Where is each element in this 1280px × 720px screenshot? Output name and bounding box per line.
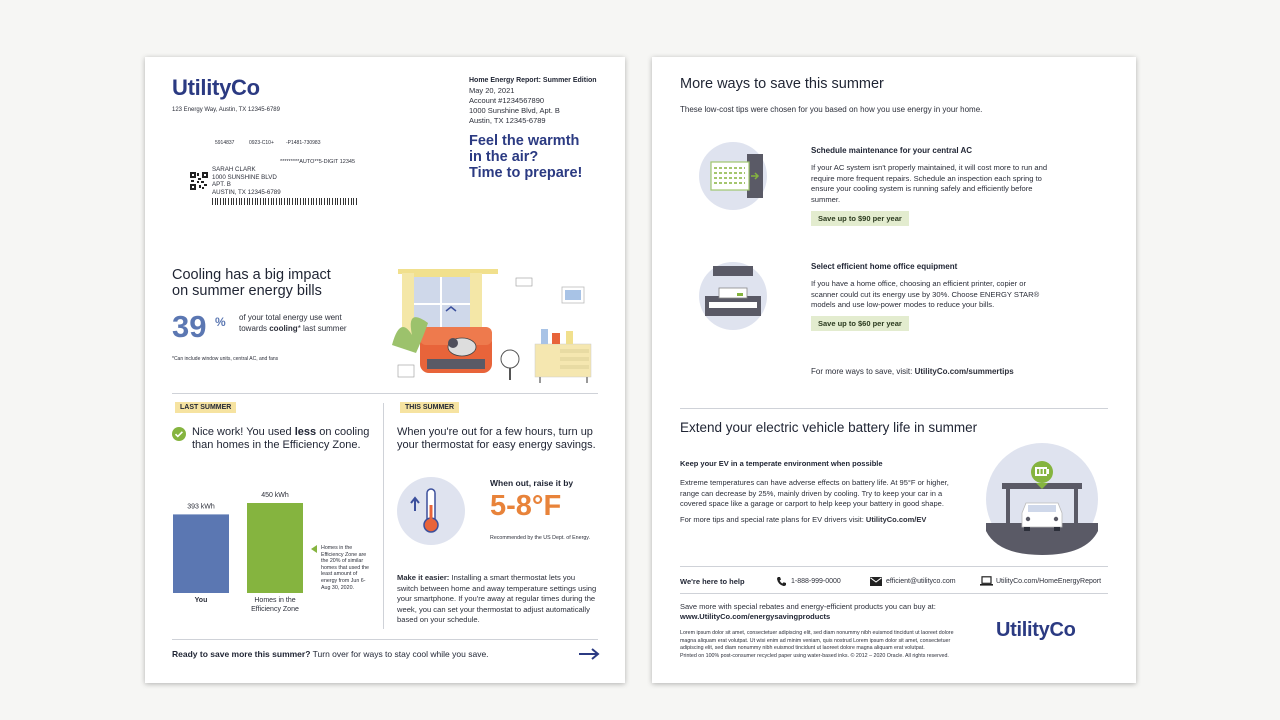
note-line: Aug 30, 2020. <box>321 584 354 591</box>
raise-label: When out, raise it by <box>490 478 574 488</box>
this-summer-message <box>397 426 596 452</box>
message-line: than homes in the Efficiency Zone. <box>192 439 361 451</box>
percent-value: 39 <box>172 309 207 344</box>
utilityco-logo: UtilityCo <box>172 75 260 100</box>
recipient-line: 1000 SUNSHINE BLVD <box>212 173 277 181</box>
checkmark-icon <box>172 427 186 441</box>
legal-line: magna aliquam erat volutpat. Ut wisi enim ad minim veniam, quis nostrud Lorem ipsum dolor sit amet, consectetuer <box>680 637 951 644</box>
legal-line: Printed on 100% post-consumer recycled paper using water-based inks. © 2012 – 2020 Oracle. All rights reserved. <box>680 652 949 659</box>
arrow-right-icon[interactable] <box>578 648 600 660</box>
percent-sign: % <box>215 315 226 329</box>
mail-code-3: -P1481-730983 <box>286 140 321 146</box>
recipient-address <box>212 166 281 196</box>
body-line: If you have a home office, choosing an efficient printer, copier or <box>811 279 1027 288</box>
this-summer-tag: THIS SUMMER <box>400 402 459 413</box>
tip2-title: Select efficient home office equipment <box>811 262 958 271</box>
report-details <box>469 86 560 126</box>
bar-0 <box>173 514 229 593</box>
body-line: covered space like a garage or carport to help keep your battery in good shape. <box>680 499 944 508</box>
section-divider <box>172 393 598 394</box>
utilityco-logo-footer: UtilityCo <box>996 619 1076 641</box>
body-line: range can decrease by 25%, mainly driven by cooling. Try to keep your car in a <box>680 488 943 498</box>
bar-value-label: 393 kWh <box>187 503 215 511</box>
bar-1 <box>247 503 303 593</box>
footnote: *Can include window units, central AC, and fans <box>172 356 279 362</box>
body-line: scanner could cut its energy use by 30%. Choose ENERGY STAR® <box>811 289 1040 299</box>
message-line <box>192 426 369 439</box>
body-line: require more frequent repairs. Schedule an inspection each spring to <box>811 173 1042 183</box>
easier-line: based on your schedule. <box>397 615 480 624</box>
body-line: If your AC system isn't properly maintained, it will cost more to run and <box>811 163 1048 172</box>
easier-line: week, you can set your thermostat to adjust automatically <box>397 604 590 614</box>
service-city: Austin, TX 12345-6789 <box>469 116 546 125</box>
message-line: When you're out for a few hours, turn up <box>397 426 593 438</box>
text-span: For more ways to save, visit: <box>811 367 915 376</box>
rebate-line: Save more with special rebates and energy-efficient products you can buy at: <box>680 602 936 611</box>
summertips-link[interactable]: UtilityCo.com/summertips <box>914 367 1014 376</box>
body-line: ensure your cooling system is running safely and efficiently before <box>811 184 1033 193</box>
return-address: 123 Energy Way, Austin, TX 12345-6789 <box>172 107 280 113</box>
note-line: Efficiency Zone are <box>321 551 367 558</box>
section-divider <box>680 408 1108 409</box>
tip2-body <box>811 279 1039 311</box>
postal-barcode <box>212 198 358 205</box>
recipient-line: AUSTIN, TX 12345-6789 <box>212 188 281 196</box>
mail-code-1: 5914837 <box>215 140 235 146</box>
ac-unit-icon <box>699 142 767 210</box>
tip2-savings: Save up to $60 per year <box>811 316 909 331</box>
tip1-body <box>811 163 1047 205</box>
text-bold: cooling <box>269 324 298 333</box>
easier-line <box>397 573 596 584</box>
text-span: on cooling <box>316 426 370 438</box>
percent-line-1: of your total energy use went <box>239 313 342 322</box>
report-date: May 20, 2021 <box>469 86 515 95</box>
headline-line: Time to prepare! <box>469 165 583 181</box>
mail-presort: *********AUTO**5-DIGIT 12345 <box>280 159 356 165</box>
category-label: Homes in the <box>254 597 296 604</box>
make-it-easier <box>397 573 596 626</box>
ev-title: Extend your electric vehicle battery life in summer <box>680 420 978 435</box>
text-span: Nice work! You used <box>192 426 295 438</box>
footer-callout <box>172 649 489 659</box>
headline <box>469 133 582 181</box>
heading-line: Cooling has a big impact <box>172 267 331 283</box>
phone-icon <box>776 576 787 587</box>
headline-line: in the air? <box>469 149 539 165</box>
body-line: models and use low-power modes to reduce your bills. <box>811 300 995 309</box>
text-bold: Make it easier: <box>397 573 450 582</box>
raise-value: 5-8°F <box>490 490 562 522</box>
email-icon <box>870 577 882 586</box>
cooling-heading <box>172 267 331 299</box>
last-summer-tag: LAST SUMMER <box>175 402 236 413</box>
note-line: homes that used the <box>321 564 369 571</box>
note-line: energy from Jun 6- <box>321 577 366 584</box>
text-span: towards <box>239 324 270 333</box>
laptop-icon <box>980 576 993 586</box>
message-line: your thermostat for easy energy savings. <box>397 439 596 451</box>
category-label: You <box>194 597 208 604</box>
ev-subtitle: Keep your EV in a temperate environment when possible <box>680 459 883 468</box>
website[interactable]: UtilityCo.com/HomeEnergyReport <box>996 578 1102 585</box>
headline-line: Feel the warmth <box>469 133 580 149</box>
more-tips <box>811 367 1014 378</box>
mail-code-2: 0923-C10+ <box>249 140 274 146</box>
contact-top-divider <box>680 566 1108 567</box>
rebate-link[interactable]: www.UtilityCo.com/energysavingproducts <box>680 612 831 621</box>
printer-icon <box>699 262 767 330</box>
service-address: 1000 Sunshine Blvd, Apt. B <box>469 106 560 115</box>
last-summer-message <box>192 426 369 452</box>
ev-body <box>680 478 949 510</box>
note-line: least amount of <box>321 571 358 578</box>
recipient-line: SARAH CLARK <box>212 166 256 173</box>
ev-garage-icon <box>986 443 1098 555</box>
category-label: Efficiency Zone <box>251 606 299 613</box>
column-divider <box>383 403 384 629</box>
legal-line: Lorem ipsum dolor sit amet, consectetuer adipiscing elit, sed diam nonummy nibh euismod tincidunt ut laoreet dolore <box>680 630 954 636</box>
legal-line: adipiscing elit, sed diam nonummy nibh euismod tincidunt ut laoreet dolore magna aliquam erat volutpat. <box>680 645 925 651</box>
footer-divider <box>172 639 598 640</box>
phone-number[interactable]: 1-888-999-0000 <box>791 578 841 585</box>
text-bold: Ready to save more this summer? <box>172 649 311 659</box>
note-line: Homes in the <box>321 545 353 551</box>
note-line: the 20% of similar <box>321 558 364 565</box>
living-room-illustration <box>382 263 604 385</box>
text-span: Turn over for ways to stay cool while you save. <box>310 649 489 659</box>
account-number: Account #1234567890 <box>469 96 545 105</box>
report-title: Home Energy Report: Summer Edition <box>469 77 597 84</box>
easier-line: switch between home and away temperature settings using <box>397 583 597 593</box>
easier-line: your smartphone. If you're away at regular times during the <box>397 594 596 603</box>
report-page-back <box>652 57 1136 683</box>
text-span: Installing a smart thermostat lets you <box>449 573 576 582</box>
body-line: summer. <box>811 194 841 204</box>
tip1-title: Schedule maintenance for your central AC <box>811 146 973 155</box>
recipient-line: APT. B <box>212 181 231 189</box>
contact-bottom-divider <box>680 593 1108 594</box>
qr-code-icon <box>190 172 208 190</box>
doe-recommendation: Recommended by the US Dept. of Energy. <box>490 535 591 541</box>
pointer-arrow-icon <box>311 545 317 553</box>
body-line: Extreme temperatures can have adverse effects on battery life. At 95°F or higher, <box>680 478 949 487</box>
legal-text <box>680 630 954 660</box>
bar-value-label: 450 kWh <box>261 492 289 499</box>
text-bold: less <box>294 426 317 438</box>
ev-more <box>680 515 926 526</box>
heading-line: on summer energy bills <box>172 283 322 299</box>
text-span: * last summer <box>297 324 347 333</box>
text-span: For more tips and special rate plans for EV drivers visit: <box>680 515 866 524</box>
ev-link[interactable]: UtilityCo.com/EV <box>865 515 927 524</box>
tips-intro: These low-cost tips were chosen for you based on how you use energy in your home. <box>680 105 983 114</box>
thermometer-icon <box>397 477 465 545</box>
percent-line-2 <box>239 324 347 335</box>
help-label: We're here to help <box>680 577 745 586</box>
efficiency-zone-note <box>321 545 369 591</box>
email-address[interactable]: efficient@utilityco.com <box>886 578 956 585</box>
tip1-savings: Save up to $90 per year <box>811 211 909 226</box>
tips-title: More ways to save this summer <box>680 76 884 92</box>
report-page-front <box>145 57 625 683</box>
